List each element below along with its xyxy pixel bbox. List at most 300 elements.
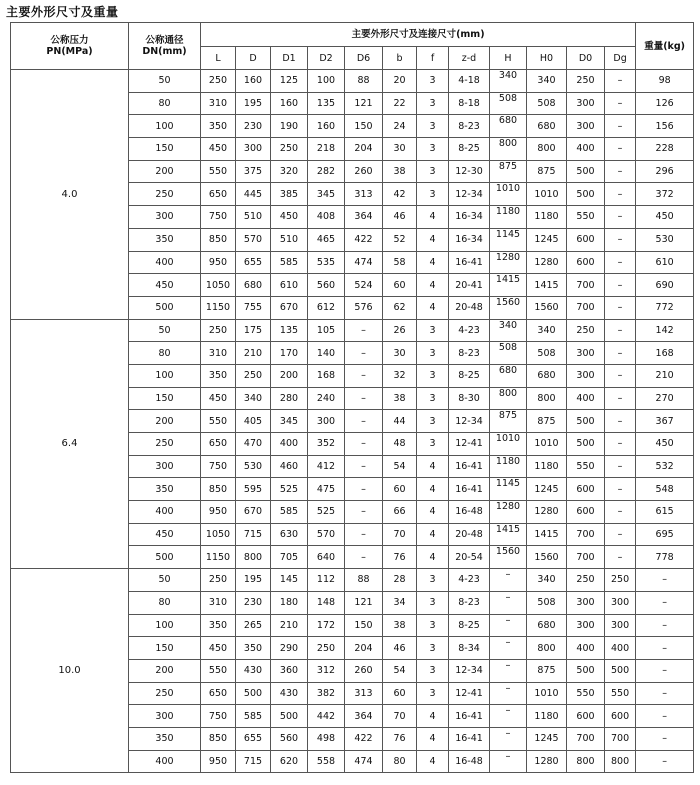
table-cell: 535 — [308, 251, 345, 274]
table-cell: 450 — [636, 206, 694, 229]
table-cell: 340 — [527, 319, 567, 342]
table-cell: 76 — [383, 546, 417, 569]
table-cell: 16-41 — [449, 727, 490, 750]
table-cell: 150 — [129, 637, 201, 660]
table-cell: – — [345, 501, 383, 524]
table-cell: 340 — [236, 387, 271, 410]
pressure-cell: 10.0 — [11, 569, 129, 773]
table-cell: 498 — [308, 727, 345, 750]
table-cell: 750 — [201, 206, 236, 229]
table-cell: 470 — [236, 433, 271, 456]
table-cell: 1280 — [527, 251, 567, 274]
table-cell: 250 — [201, 569, 236, 592]
table-cell: 4 — [417, 228, 449, 251]
table-cell: 80 — [129, 591, 201, 614]
table-cell: 200 — [129, 410, 201, 433]
table-cell: 112 — [308, 569, 345, 592]
table-cell: 610 — [636, 251, 694, 274]
table-cell: 3 — [417, 342, 449, 365]
table-cell: 100 — [129, 115, 201, 138]
table-cell: 585 — [271, 501, 308, 524]
table-cell: 680 — [490, 115, 527, 138]
table-cell: 20-54 — [449, 546, 490, 569]
table-cell: 8-25 — [449, 614, 490, 637]
table-cell: 850 — [201, 228, 236, 251]
table-cell: 422 — [345, 727, 383, 750]
table-cell: 4-23 — [449, 569, 490, 592]
table-cell: 850 — [201, 478, 236, 501]
table-cell: 8-23 — [449, 115, 490, 138]
table-cell: 600 — [605, 705, 636, 728]
table-cell: 715 — [236, 750, 271, 773]
table-cell: – — [605, 501, 636, 524]
table-cell: 260 — [345, 659, 383, 682]
table-cell: 570 — [308, 523, 345, 546]
table-cell: 340 — [490, 319, 527, 342]
table-cell: 655 — [236, 727, 271, 750]
table-cell: 12-34 — [449, 659, 490, 682]
table-cell: 650 — [201, 183, 236, 206]
table-cell: 400 — [567, 387, 605, 410]
table-cell: 778 — [636, 546, 694, 569]
table-cell: 450 — [201, 637, 236, 660]
table-cell: 195 — [236, 92, 271, 115]
table-cell: 282 — [308, 160, 345, 183]
table-cell: 400 — [567, 637, 605, 660]
table-cell: 1245 — [527, 478, 567, 501]
table-cell: – — [605, 523, 636, 546]
table-cell: 548 — [636, 478, 694, 501]
table-cell: 250 — [201, 319, 236, 342]
table-cell: 650 — [201, 682, 236, 705]
table-cell: 400 — [605, 637, 636, 660]
table-cell: 1245 — [527, 727, 567, 750]
table-cell: 385 — [271, 183, 308, 206]
table-cell: 875 — [490, 410, 527, 433]
table-cell: 12-34 — [449, 410, 490, 433]
table-cell: 650 — [201, 433, 236, 456]
table-cell: 800 — [236, 546, 271, 569]
table-cell: 1415 — [490, 523, 527, 546]
table-cell: 508 — [490, 342, 527, 365]
table-cell: 88 — [345, 70, 383, 93]
table-cell: 240 — [308, 387, 345, 410]
table-cell: – — [345, 342, 383, 365]
table-cell: 430 — [236, 659, 271, 682]
table-cell: 58 — [383, 251, 417, 274]
table-cell: 875 — [527, 160, 567, 183]
table-cell: 3 — [417, 591, 449, 614]
table-cell: 875 — [527, 659, 567, 682]
table-cell: 204 — [345, 637, 383, 660]
table-cell: 655 — [236, 251, 271, 274]
table-cell: – — [490, 750, 527, 773]
table-cell: 260 — [345, 160, 383, 183]
table-cell: 445 — [236, 183, 271, 206]
table-cell: 296 — [636, 160, 694, 183]
table-cell: 200 — [271, 364, 308, 387]
table-cell: 442 — [308, 705, 345, 728]
table-cell: 340 — [490, 70, 527, 93]
table-cell: 550 — [201, 160, 236, 183]
table-cell: 700 — [605, 727, 636, 750]
table-cell: – — [490, 705, 527, 728]
table-cell: 46 — [383, 637, 417, 660]
table-cell: 170 — [271, 342, 308, 365]
table-cell: 400 — [129, 251, 201, 274]
table-cell: 500 — [567, 183, 605, 206]
table-cell: 12-41 — [449, 682, 490, 705]
table-cell: 80 — [129, 92, 201, 115]
table-cell: 70 — [383, 523, 417, 546]
table-cell: 508 — [527, 591, 567, 614]
table-cell: 16-48 — [449, 501, 490, 524]
table-cell: 400 — [567, 138, 605, 161]
table-cell: 8-23 — [449, 342, 490, 365]
table-cell: – — [605, 251, 636, 274]
table-cell: 680 — [490, 364, 527, 387]
table-cell: 250 — [308, 637, 345, 660]
table-cell: 525 — [308, 501, 345, 524]
table-cell: 450 — [129, 274, 201, 297]
table-cell: 1050 — [201, 523, 236, 546]
table-cell: 1280 — [527, 501, 567, 524]
table-cell: 172 — [308, 614, 345, 637]
pn-header: 公称压力 PN(MPa) — [11, 23, 129, 70]
table-cell: – — [605, 296, 636, 319]
table-cell: 200 — [129, 659, 201, 682]
table-cell: 4 — [417, 705, 449, 728]
table-cell: 700 — [567, 296, 605, 319]
table-cell: – — [605, 433, 636, 456]
table-cell: 1010 — [527, 682, 567, 705]
table-cell: 615 — [636, 501, 694, 524]
table-cell: 4 — [417, 478, 449, 501]
table-cell: 4 — [417, 296, 449, 319]
table-cell: 508 — [490, 92, 527, 115]
table-cell: 800 — [490, 387, 527, 410]
table-cell: 352 — [308, 433, 345, 456]
table-cell: 350 — [201, 614, 236, 637]
table-cell: 474 — [345, 251, 383, 274]
table-cell: 204 — [345, 138, 383, 161]
table-cell: 150 — [345, 614, 383, 637]
table-cell: 30 — [383, 138, 417, 161]
table-cell: 250 — [605, 569, 636, 592]
table-cell: 630 — [271, 523, 308, 546]
column-header: D0 — [567, 47, 605, 70]
table-cell: 300 — [605, 591, 636, 614]
table-cell: 210 — [271, 614, 308, 637]
table-cell: – — [490, 659, 527, 682]
table-cell: 4 — [417, 206, 449, 229]
table-cell: 160 — [308, 115, 345, 138]
table-cell: 3 — [417, 364, 449, 387]
table-cell: – — [636, 750, 694, 773]
table-cell: 48 — [383, 433, 417, 456]
table-cell: 60 — [383, 478, 417, 501]
table-cell: – — [636, 569, 694, 592]
table-cell: 350 — [201, 364, 236, 387]
column-header: D6 — [345, 47, 383, 70]
table-cell: 26 — [383, 319, 417, 342]
table-cell: 16-41 — [449, 478, 490, 501]
table-cell: 66 — [383, 501, 417, 524]
table-cell: 1560 — [527, 296, 567, 319]
table-cell: 1180 — [527, 455, 567, 478]
table-cell: – — [605, 546, 636, 569]
table-cell: 530 — [236, 455, 271, 478]
table-cell: 300 — [567, 591, 605, 614]
table-cell: 60 — [383, 682, 417, 705]
table-cell: 750 — [201, 705, 236, 728]
table-cell: 508 — [527, 342, 567, 365]
table-cell: 310 — [201, 591, 236, 614]
table-cell: 715 — [236, 523, 271, 546]
table-cell: 508 — [527, 92, 567, 115]
table-cell: 500 — [271, 705, 308, 728]
table-cell: 550 — [605, 682, 636, 705]
table-cell: 875 — [527, 410, 567, 433]
table-cell: 3 — [417, 433, 449, 456]
table-cell: 100 — [308, 70, 345, 93]
table-cell: 100 — [129, 614, 201, 637]
table-cell: 54 — [383, 455, 417, 478]
table-cell: 695 — [636, 523, 694, 546]
table-cell: 340 — [527, 70, 567, 93]
table-cell: 585 — [271, 251, 308, 274]
table-cell: 228 — [636, 138, 694, 161]
table-cell: 150 — [129, 387, 201, 410]
table-cell: 88 — [345, 569, 383, 592]
table-cell: 500 — [567, 160, 605, 183]
table-cell: 126 — [636, 92, 694, 115]
table-cell: 950 — [201, 501, 236, 524]
table-cell: 550 — [567, 206, 605, 229]
table-cell: 532 — [636, 455, 694, 478]
table-cell: 300 — [567, 364, 605, 387]
table-cell: 300 — [129, 705, 201, 728]
table-cell: 250 — [271, 138, 308, 161]
table-cell: 8-18 — [449, 92, 490, 115]
table-cell: 3 — [417, 183, 449, 206]
table-cell: 312 — [308, 659, 345, 682]
table-cell: 620 — [271, 750, 308, 773]
table-cell: 12-41 — [449, 433, 490, 456]
table-cell: 364 — [345, 705, 383, 728]
table-cell: 510 — [236, 206, 271, 229]
table-cell: 950 — [201, 750, 236, 773]
table-cell: 350 — [129, 228, 201, 251]
table-cell: 1010 — [490, 183, 527, 206]
column-header: H — [490, 47, 527, 70]
table-cell: 475 — [308, 478, 345, 501]
table-cell: 1560 — [490, 546, 527, 569]
table-cell: 612 — [308, 296, 345, 319]
table-cell: – — [345, 455, 383, 478]
column-header: H0 — [527, 47, 567, 70]
table-cell: 250 — [129, 433, 201, 456]
table-cell: 100 — [129, 364, 201, 387]
table-cell: 375 — [236, 160, 271, 183]
table-cell: 1415 — [527, 274, 567, 297]
table-cell: 3 — [417, 637, 449, 660]
dims-group-header: 主要外形尺寸及连接尺寸(mm) — [201, 23, 636, 47]
table-cell: 680 — [527, 614, 567, 637]
table-cell: 367 — [636, 410, 694, 433]
table-cell: 44 — [383, 410, 417, 433]
table-cell: 500 — [567, 433, 605, 456]
table-cell: 1280 — [490, 501, 527, 524]
table-cell: 50 — [129, 70, 201, 93]
table-cell: – — [636, 682, 694, 705]
table-cell: 500 — [567, 410, 605, 433]
table-cell: – — [605, 342, 636, 365]
table-cell: 595 — [236, 478, 271, 501]
table-cell: 345 — [271, 410, 308, 433]
table-cell: 460 — [271, 455, 308, 478]
table-cell: 560 — [271, 727, 308, 750]
column-header: z-d — [449, 47, 490, 70]
table-cell: 32 — [383, 364, 417, 387]
table-cell: 772 — [636, 296, 694, 319]
table-cell: 510 — [271, 228, 308, 251]
table-cell: – — [605, 160, 636, 183]
table-cell: – — [345, 387, 383, 410]
table-cell: – — [490, 614, 527, 637]
table-cell: 800 — [527, 637, 567, 660]
table-cell: 8-30 — [449, 387, 490, 410]
column-header: Dg — [605, 47, 636, 70]
table-cell: – — [605, 364, 636, 387]
table-cell: – — [636, 614, 694, 637]
table-cell: 8-25 — [449, 138, 490, 161]
table-cell: 465 — [308, 228, 345, 251]
table-cell: 135 — [271, 319, 308, 342]
table-cell: – — [636, 727, 694, 750]
table-cell: 80 — [129, 342, 201, 365]
table-cell: 640 — [308, 546, 345, 569]
table-cell: 450 — [271, 206, 308, 229]
table-cell: 1180 — [490, 455, 527, 478]
table-cell: 300 — [129, 455, 201, 478]
table-cell: 50 — [129, 319, 201, 342]
table-cell: 400 — [129, 501, 201, 524]
table-cell: 350 — [129, 727, 201, 750]
table-cell: 22 — [383, 92, 417, 115]
table-cell: 600 — [567, 228, 605, 251]
table-cell: 156 — [636, 115, 694, 138]
table-cell: 450 — [129, 523, 201, 546]
table-cell: 1415 — [527, 523, 567, 546]
table-cell: 400 — [129, 750, 201, 773]
table-cell: 3 — [417, 682, 449, 705]
table-cell: 135 — [308, 92, 345, 115]
table-cell: 474 — [345, 750, 383, 773]
column-header: D1 — [271, 47, 308, 70]
table-cell: 168 — [636, 342, 694, 365]
table-cell: – — [345, 546, 383, 569]
table-cell: 320 — [271, 160, 308, 183]
table-cell: 4 — [417, 251, 449, 274]
table-cell: 500 — [567, 659, 605, 682]
table-cell: 150 — [129, 138, 201, 161]
table-cell: 300 — [567, 342, 605, 365]
table-cell: 3 — [417, 70, 449, 93]
table-cell: 300 — [567, 92, 605, 115]
table-cell: 1010 — [527, 433, 567, 456]
pressure-cell: 4.0 — [11, 70, 129, 320]
table-cell: 350 — [129, 478, 201, 501]
page-title: 主要外形尺寸及重量 — [6, 5, 119, 19]
table-cell: 30 — [383, 342, 417, 365]
table-cell: 558 — [308, 750, 345, 773]
table-cell: – — [605, 319, 636, 342]
table-cell: 290 — [271, 637, 308, 660]
table-cell: 500 — [129, 546, 201, 569]
table-cell: 525 — [271, 478, 308, 501]
table-cell: 4-23 — [449, 319, 490, 342]
table-cell: 8-34 — [449, 637, 490, 660]
table-cell: 250 — [201, 70, 236, 93]
table-cell: 500 — [236, 682, 271, 705]
pressure-cell: 6.4 — [11, 319, 129, 569]
table-cell: 310 — [201, 92, 236, 115]
table-cell: 405 — [236, 410, 271, 433]
table-cell: 755 — [236, 296, 271, 319]
table-cell: 16-41 — [449, 705, 490, 728]
table-cell: 20-48 — [449, 523, 490, 546]
table-cell: 16-34 — [449, 228, 490, 251]
table-cell: 8-25 — [449, 364, 490, 387]
table-cell: 800 — [490, 138, 527, 161]
table-cell: 4 — [417, 523, 449, 546]
table-cell: 700 — [567, 546, 605, 569]
table-cell: 1010 — [527, 183, 567, 206]
table-cell: 20-41 — [449, 274, 490, 297]
table-header — [11, 23, 694, 70]
table-cell: 560 — [308, 274, 345, 297]
table-cell: 372 — [636, 183, 694, 206]
table-cell: 680 — [527, 115, 567, 138]
table-cell: 1150 — [201, 296, 236, 319]
table-cell: 160 — [271, 92, 308, 115]
table-body — [11, 70, 694, 773]
table-cell: 1280 — [490, 251, 527, 274]
table-cell: 250 — [567, 70, 605, 93]
table-cell: 1180 — [527, 206, 567, 229]
table-cell: 300 — [236, 138, 271, 161]
table-cell: 16-41 — [449, 455, 490, 478]
table-cell: 121 — [345, 591, 383, 614]
table-cell: 4 — [417, 546, 449, 569]
table-cell: 1180 — [490, 206, 527, 229]
table-cell: 80 — [383, 750, 417, 773]
table-cell: 800 — [567, 750, 605, 773]
table-cell: 800 — [527, 138, 567, 161]
table-cell: 230 — [236, 115, 271, 138]
table-cell: 34 — [383, 591, 417, 614]
table-cell: 265 — [236, 614, 271, 637]
table-cell: 250 — [129, 682, 201, 705]
table-cell: 3 — [417, 569, 449, 592]
table-cell: 705 — [271, 546, 308, 569]
table-cell: 1415 — [490, 274, 527, 297]
table-cell: – — [605, 138, 636, 161]
table-cell: 4 — [417, 501, 449, 524]
table-cell: 4 — [417, 455, 449, 478]
table-cell: 210 — [636, 364, 694, 387]
